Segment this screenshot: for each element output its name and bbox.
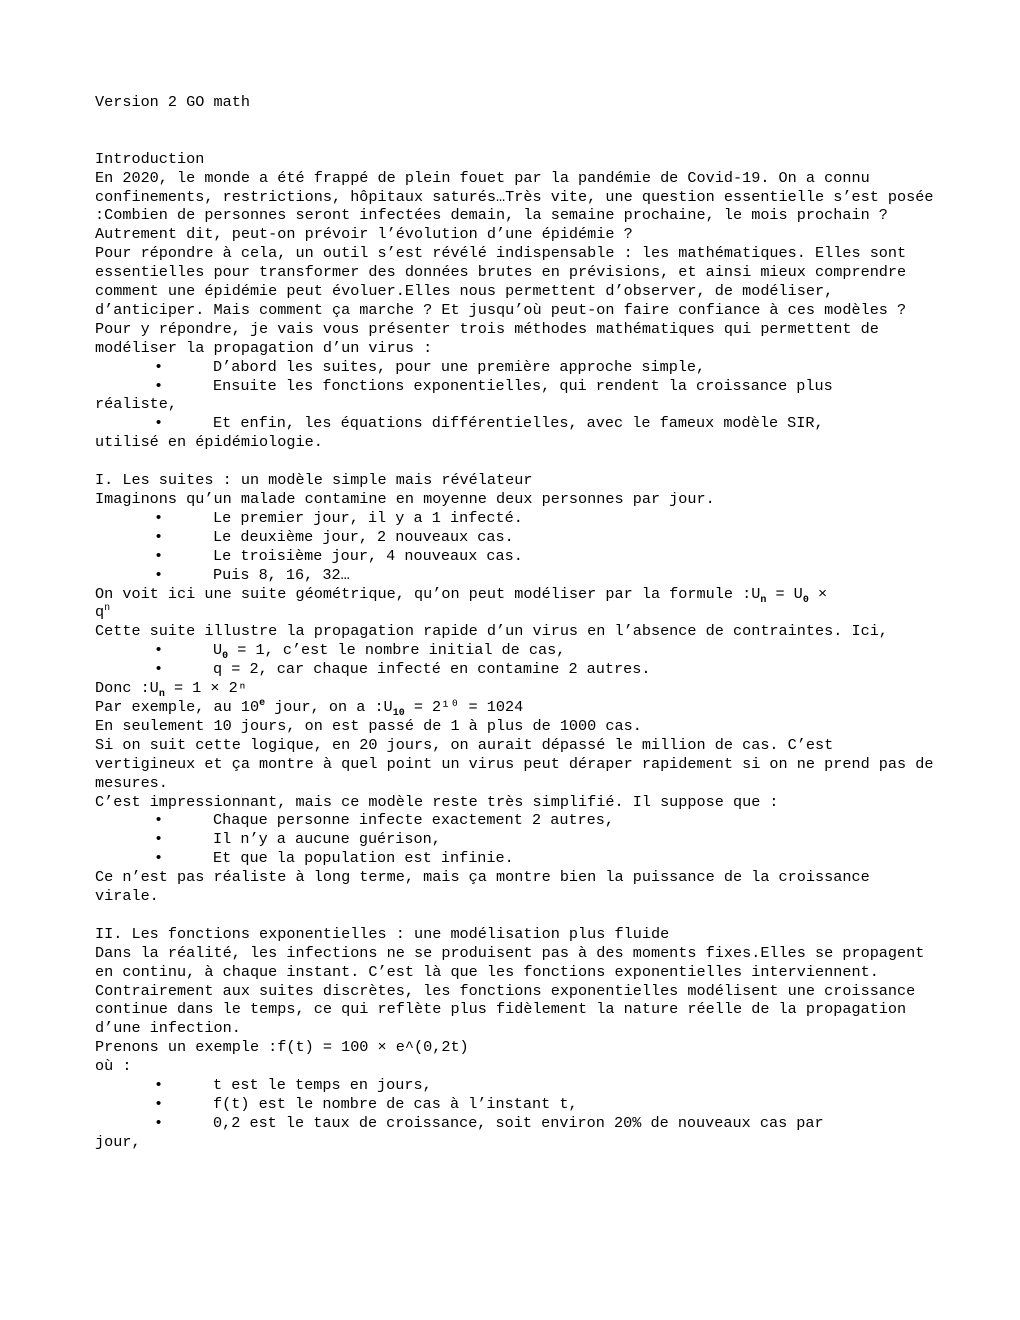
list-item: • f(t) est le nombre de cas à l’instant t, xyxy=(95,1095,935,1114)
bullet-icon: • xyxy=(154,527,164,546)
intro-paragraph-3: Pour y répondre, je vais vous présenter trois méthodes mathématiques qui permettent de modéliser la propagation d’un virus : xyxy=(95,319,888,357)
intro-paragraph-1: En 2020, le monde a été frappé de plein fouet par la pandémie de Covid-19. On a connu confinements, restrictions, hôpitaux saturés…Très vite, une question essentielle s’est posée :Combien de personnes seront infectées demain, la semaine prochaine, le mois prochain ?Autrement dit, peut-on prévoir l’évolution d’une épidémie ? xyxy=(95,168,943,244)
section-1-paragraph-1: Imaginons qu’un malade contamine en moyenne deux personnes par jour. xyxy=(95,490,715,508)
list-item-continuation: jour, xyxy=(95,1132,141,1151)
list-item-continuation: utilisé en épidémiologie. xyxy=(95,433,323,452)
example-formula: Par exemple, au 10e jour, on a $:U_{10} = 2^{10} = 1024$ xyxy=(95,697,524,719)
bullet-icon: • xyxy=(154,414,164,433)
bullet-icon: • xyxy=(154,546,164,565)
section-2-paragraph-3: où : xyxy=(95,1057,132,1076)
list-item: • Puis 8, 16, 32… xyxy=(95,566,935,585)
bullet-icon: • xyxy=(154,830,164,849)
bullet-icon: • xyxy=(154,641,164,660)
section-2-heading: II. Les fonctions exponentielles : une modélisation plus fluide xyxy=(95,924,670,943)
section-1-paragraph-2: Cette suite illustre la propagation rapide d’un virus en l’absence de contraintes. Ici, xyxy=(95,622,888,641)
section-1-heading: I. Les suites : un modèle simple mais révélateur xyxy=(95,471,533,490)
list-item: • Le troisième jour, 4 nouveaux cas. xyxy=(95,547,935,566)
list-item: • Et que la population est infinie. xyxy=(95,849,935,868)
list-item: • Le deuxième jour, 2 nouveaux cas. xyxy=(95,528,935,547)
bullet-icon: • xyxy=(154,660,164,679)
section-1-paragraph-4: Si on suit cette logique, en 20 jours, on aurait dépassé le million de cas. C’est vertigineux et ça montre à quel point un virus peut déraper rapidement si on ne prend pas de mesures. xyxy=(95,735,943,792)
intro-heading: Introduction xyxy=(95,149,205,168)
section-2-paragraph-1: Dans la réalité, les infections ne se produisent pas à des moments fixes.Elles se propagent en continu, à chaque instant. C’est là que les fonctions exponentielles interviennent. Contrairement aux suites discrètes, les fonctions exponentielles modélisent une croissance continue dans le temps, ce qui reflète plus fidèlement la nature réelle de la propagation d’une infection. xyxy=(95,943,934,1038)
spacer xyxy=(95,452,935,471)
document-title: Version 2 GO math xyxy=(95,93,250,111)
list-item: • Chaque personne infecte exactement 2 autres, xyxy=(95,811,935,830)
donc-formula: Donc $:U_n = 1 \times 2^n$ xyxy=(95,679,247,701)
section-1-paragraph-6: Ce n’est pas réaliste à long terme, mais ça montre bien la puissance de la croissance virale. xyxy=(95,868,879,906)
section-1-paragraph-5: C’est impressionnant, mais ce modèle reste très simplifié. Il suppose que : xyxy=(95,792,779,811)
bullet-icon: • xyxy=(154,1094,164,1113)
formula-line-continuation: $q^n$ xyxy=(95,603,111,622)
spacer xyxy=(95,112,935,150)
section-1-paragraph-3: En seulement 10 jours, on est passé de 1 à plus de 1000 cas. xyxy=(95,716,642,735)
bullet-icon: • xyxy=(154,1113,164,1132)
bullet-icon: • xyxy=(154,357,164,376)
document-page xyxy=(95,93,943,1152)
list-item: • Et enfin, les équations différentielles, avec le fameux modèle SIR, xyxy=(95,414,935,433)
list-item: • D’abord les suites, pour une première approche simple, xyxy=(95,358,935,377)
bullet-icon: • xyxy=(154,1076,164,1095)
spacer xyxy=(95,906,935,925)
list-item: • 0,2 est le taux de croissance, soit environ 20% de nouveaux cas par xyxy=(95,1114,935,1133)
list-item: • Ensuite les fonctions exponentielles, qui rendent la croissance plus xyxy=(95,377,935,396)
bullet-icon: • xyxy=(154,565,164,584)
list-item: • $U_0 = 1$, c’est le nombre initial de cas, xyxy=(95,641,935,660)
bullet-icon: • xyxy=(154,849,164,868)
section-2-paragraph-2: Prenons un exemple :f(t) = 100 × e^(0,2t) xyxy=(95,1038,469,1057)
list-item: • Le premier jour, il y a 1 infecté. xyxy=(95,509,935,528)
intro-paragraph-2: Pour répondre à cela, un outil s’est révélé indispensable : les mathématiques. Elles sont essentielles pour transformer des données brutes en prévisions, et ainsi mieux comprendre comment une épidémie peut évoluer.Elles nous permettent d’observer, de modéliser, d’anticiper. Mais comment ça marche ? Et jusqu’où peut-on faire confiance à ces modèles ? xyxy=(95,244,916,319)
bullet-icon: • xyxy=(154,376,164,395)
bullet-icon: • xyxy=(154,811,164,830)
bullet-icon: • xyxy=(154,508,164,527)
list-item-continuation: réaliste, xyxy=(95,395,178,414)
list-item: • q = 2, car chaque infecté en contamine 2 autres. xyxy=(95,660,935,679)
formula-line: On voit ici une suite géométrique, qu’on peut modéliser par la formule $:U_n = U_0$ × xyxy=(95,584,828,606)
list-item: • t est le temps en jours, xyxy=(95,1076,935,1095)
list-item: • Il n’y a aucune guérison, xyxy=(95,830,935,849)
